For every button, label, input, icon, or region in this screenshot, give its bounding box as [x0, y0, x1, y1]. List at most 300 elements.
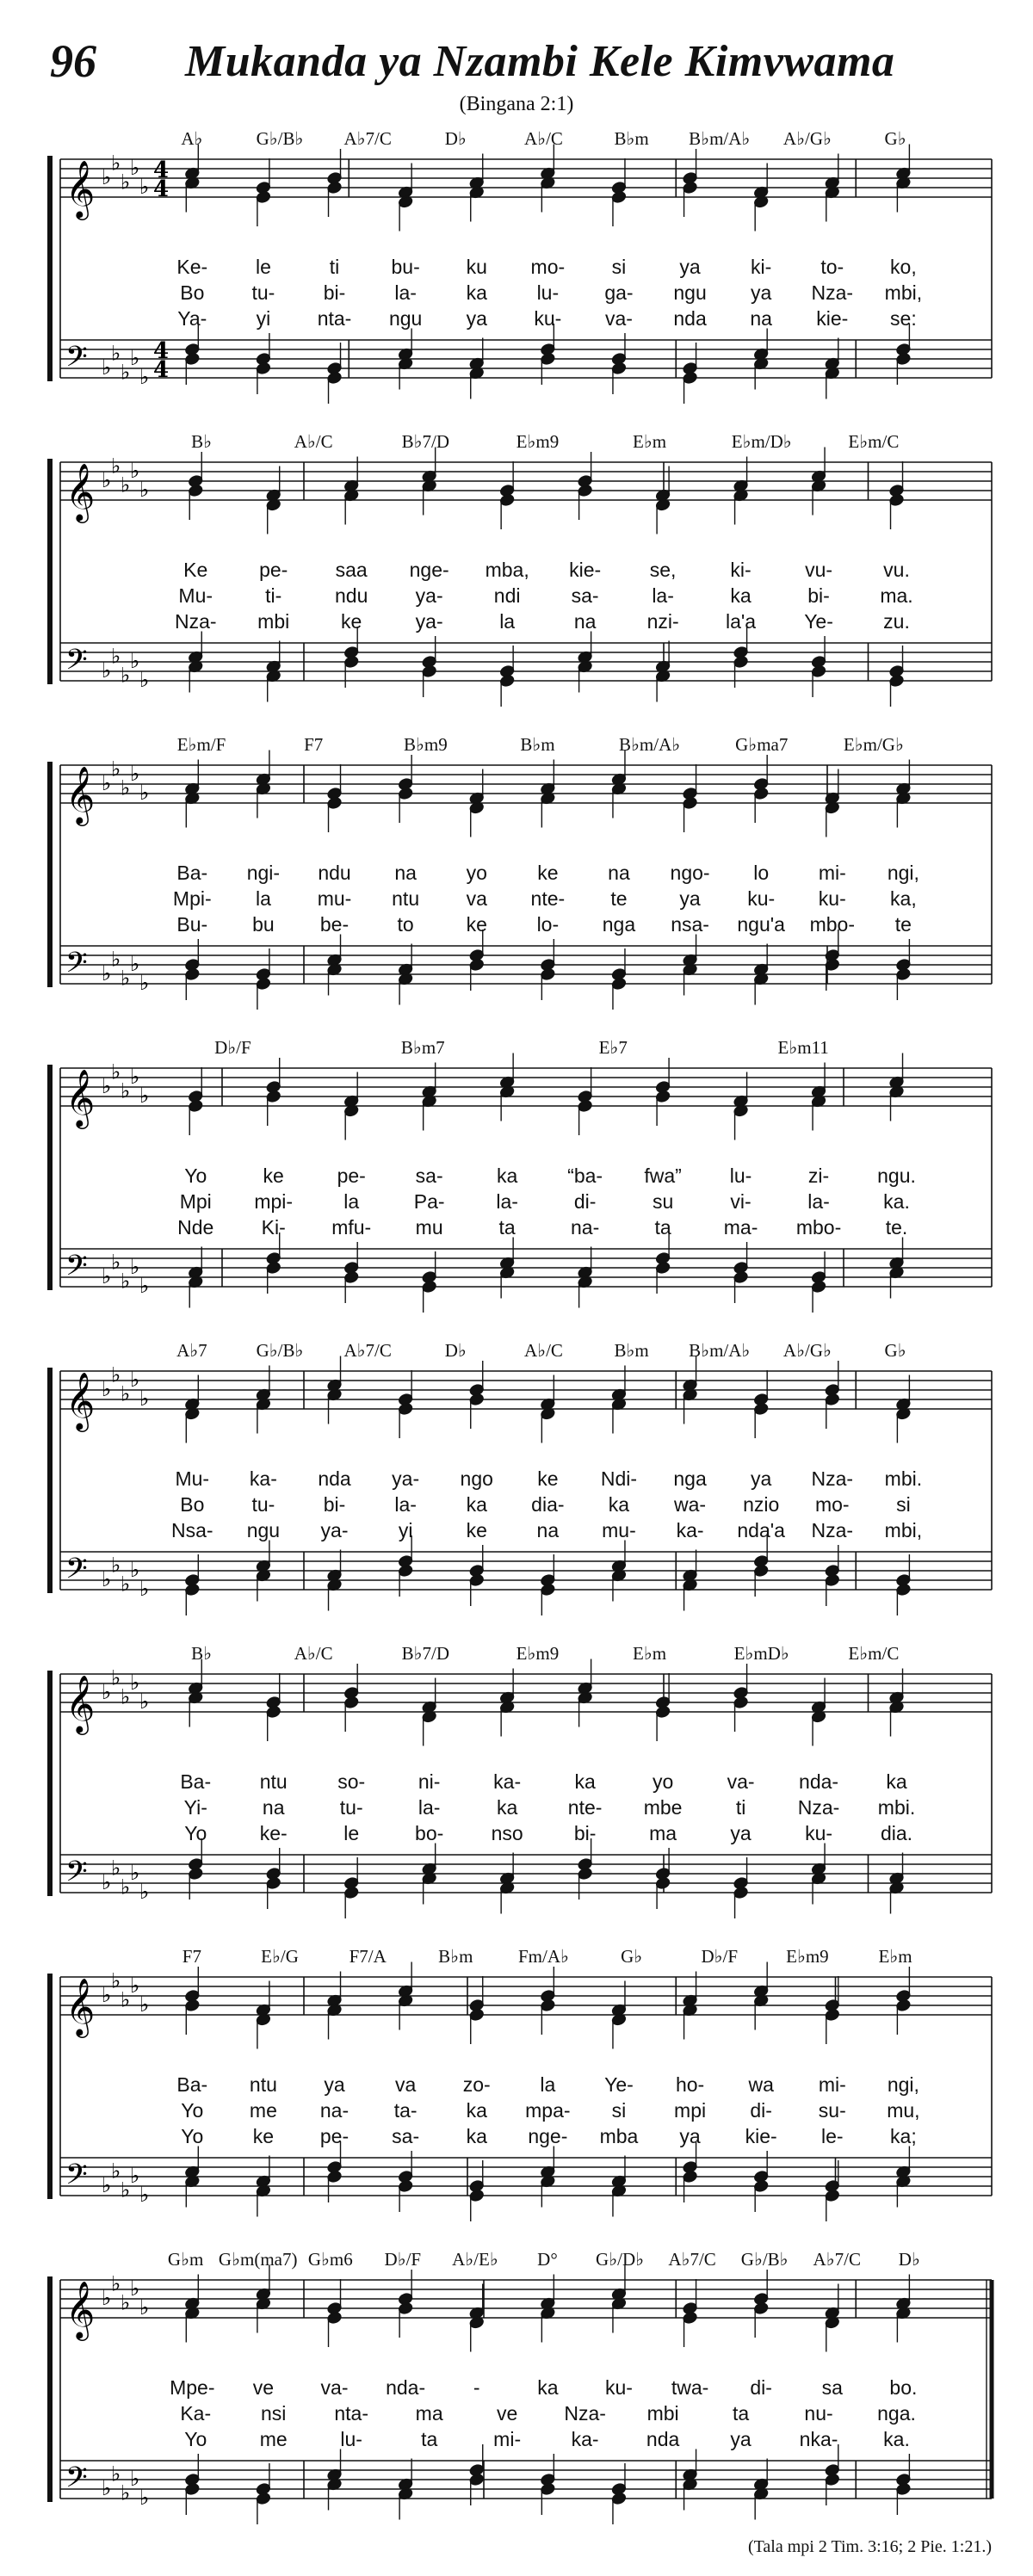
note-head [499, 493, 515, 506]
lyric-verse-2: nsi [261, 2402, 287, 2425]
lyric-verse-1: sa [821, 2376, 843, 2399]
chord-symbol: G♭m [167, 2249, 204, 2270]
lyric-verse-3: va- [604, 307, 633, 330]
lyric-verse-2: su- [818, 2099, 846, 2122]
chord-symbol: G♭ [621, 1946, 643, 1967]
chord-symbol: E♭mD♭ [733, 1643, 789, 1664]
note-column-group [188, 1659, 907, 1919]
chord-symbol: E♭m [633, 1643, 667, 1664]
bass-staff [60, 340, 992, 378]
lyric-verse-2: mu- [317, 887, 352, 910]
flat-icon: ♭ [121, 2178, 131, 2202]
lyric-verse-1: zo- [462, 2073, 491, 2096]
lyric-verse-2: ka [466, 1493, 487, 1516]
lyric-verse-2: lu- [536, 281, 560, 304]
chord-symbol: E♭m/D♭ [731, 431, 792, 452]
note-head [540, 352, 555, 365]
lyric-verse-2: ta [732, 2402, 750, 2425]
lyric-verse-3: nso [491, 1822, 523, 1844]
lyric-verse-2: Bo [180, 1493, 205, 1516]
flat-icon: ♭ [121, 1572, 131, 1597]
chord-symbol: B♭m7 [400, 1037, 445, 1058]
bass-clef-icon: 𝄢 [65, 947, 88, 986]
flat-icon: ♭ [139, 1880, 150, 1904]
note-head [422, 664, 437, 677]
lyric-verse-1: nge- [409, 559, 449, 581]
lyric-verse-3: na- [570, 1216, 600, 1239]
lyric-verse-3: ngu'a [737, 913, 785, 936]
lyric-verse-3: ya [466, 307, 487, 330]
lyric-verse-3: ke [466, 913, 487, 936]
flat-icon: ♭ [102, 1264, 112, 1288]
flat-icon: ♭ [121, 1684, 131, 1709]
lyric-verse-2: la [255, 887, 271, 910]
lyric-verse-1: twa- [671, 2376, 709, 2399]
lyric-verse-1: va [394, 2073, 417, 2096]
chord-symbol: E♭m/C [848, 431, 900, 452]
lyric-verse-1: ngi, [887, 2073, 919, 2096]
lyric-verse-2: na- [319, 2099, 349, 2122]
flat-icon: ♭ [111, 1553, 121, 1578]
note-head [184, 967, 200, 980]
flat-icon: ♭ [111, 1968, 121, 1993]
note-head [540, 1998, 555, 2011]
flat-icon: ♭ [111, 947, 121, 972]
note-head [825, 2473, 840, 2486]
bass-staff [60, 2461, 992, 2499]
lyric-verse-2: ta- [393, 2099, 418, 2122]
lyric-verse-1: ngo- [670, 862, 710, 884]
lyric-verse-3: ka- [571, 2428, 599, 2450]
lyric-verse-1: ko, [890, 256, 917, 278]
lyric-verse-3: nta- [317, 307, 352, 330]
lyric-verse-3: dia. [880, 1822, 913, 1844]
lyric-verse-1: Ba- [176, 862, 208, 884]
lyric-verse-1: nda [318, 1467, 351, 1490]
chord-symbol: A♭/C [523, 1340, 563, 1361]
note-head [895, 1998, 911, 2011]
lyric-verse-2: mbi [646, 2402, 679, 2425]
note-head [184, 1998, 200, 2011]
lyric-verse-2: ku- [747, 887, 776, 910]
lyric-verse-3: to [397, 913, 414, 936]
lyric-verse-2: mpa- [525, 2099, 571, 2122]
bass-clef-icon: 𝄢 [65, 341, 88, 380]
lyric-verse-2: bi- [323, 1493, 346, 1516]
lyric-verse-3: te [894, 913, 912, 936]
flat-icon: ♭ [121, 1269, 131, 1294]
lyric-verse-3: mbo- [809, 913, 855, 936]
bass-staff [60, 1552, 992, 1590]
lyric-verse-1: vu- [805, 559, 833, 581]
lyric-verse-3: ngu [246, 1519, 281, 1541]
note-head [469, 2008, 485, 2021]
lyric-verse-2: Yi- [183, 1796, 207, 1819]
lyric-verse-1: yo [652, 1770, 674, 1793]
lyric-verse-2: di- [750, 2099, 772, 2122]
lyric-verse-3: ta [654, 1216, 671, 1239]
lyric-verse-2: ka [730, 584, 752, 607]
lyric-verse-3: mba [599, 2125, 639, 2147]
flat-icon: ♭ [121, 170, 131, 195]
flat-icon: ♭ [102, 2286, 112, 2310]
lyric-verse-1: saa [335, 559, 368, 581]
lyric-verse-3: ka; [890, 2125, 917, 2147]
lyric-verse-2: nzio [743, 1493, 780, 1516]
note-head [578, 484, 593, 497]
bass-staff [60, 2158, 992, 2196]
lyric-verse-2: mpi [674, 2099, 707, 2122]
lyric-verse-1: to- [820, 256, 844, 278]
chord-symbol: B♭ [191, 431, 213, 452]
lyric-verse-3: ka. [883, 2428, 910, 2450]
flat-icon: ♭ [102, 355, 112, 380]
flat-icon: ♭ [121, 1381, 131, 1406]
time-signature: 4 [153, 158, 170, 183]
note-head [655, 1261, 671, 1274]
note-head [825, 1573, 840, 1586]
lyric-verse-1: ke [263, 1164, 284, 1187]
flat-icon: ♭ [130, 649, 140, 673]
lyric-verse-2: sa- [571, 584, 599, 607]
lyric-verse-2: si [611, 2099, 627, 2122]
note-head [578, 1867, 593, 1880]
note-head [895, 967, 911, 980]
chord-symbol: E♭m9 [516, 431, 560, 452]
note-head [256, 2492, 271, 2505]
lyric-verse-2: ka [466, 281, 487, 304]
lyric-verse-3: le- [821, 2125, 844, 2147]
lyric-verse-3: Bu- [176, 913, 208, 936]
note-head [398, 2179, 413, 2192]
note-head [327, 181, 343, 194]
lyric-verse-3: Yo [184, 1822, 207, 1844]
lyric-verse-1: fwa” [644, 1164, 682, 1187]
chord-symbol: E♭m9 [786, 1946, 829, 1967]
chord-symbol: F7/A [349, 1946, 387, 1967]
note-head [611, 190, 627, 203]
lyric-verse-1: yo [466, 862, 487, 884]
chord-symbol: G♭m(ma7) [218, 2249, 298, 2270]
lyric-verse-1: ke [537, 1467, 559, 1490]
flat-icon: ♭ [130, 156, 140, 180]
flat-icon: ♭ [102, 1377, 112, 1401]
flat-icon: ♭ [111, 2462, 121, 2486]
lyric-verse-2: ya [679, 887, 701, 910]
flat-icon: ♭ [121, 473, 131, 497]
chord-symbol: Fm/A♭ [517, 1946, 569, 1967]
lyric-verse-1: Ke [183, 559, 208, 581]
lyric-verse-2: ma [415, 2402, 443, 2425]
lyric-verse-3: na [536, 1519, 560, 1541]
note-head [343, 655, 359, 668]
lyric-verse-1: - [473, 2376, 480, 2399]
lyric-verse-1: ndu [318, 862, 351, 884]
lyric-verse-2: mbi, [884, 281, 923, 304]
note-head [343, 1270, 359, 1283]
note-head [655, 1090, 671, 1103]
lyric-verse-2: la- [394, 1493, 417, 1516]
treble-staff [60, 159, 992, 197]
note-head [683, 2311, 698, 2324]
lyric-verse-1: bo. [889, 2376, 918, 2399]
note-head [540, 2482, 555, 2495]
note-column-group [188, 448, 904, 707]
lyric-verse-1: ku [466, 256, 487, 278]
chord-symbol: B♭m [614, 128, 649, 149]
lyric-verse-3: Nde [177, 1216, 214, 1239]
note-head [811, 1280, 826, 1293]
lyric-verse-3: yi [398, 1519, 413, 1541]
note-head [469, 1393, 485, 1405]
lyric-verse-2: ti [735, 1796, 746, 1819]
lyric-verse-3: be- [319, 913, 349, 936]
lyric-verse-2: ya- [415, 584, 443, 607]
note-head [398, 1402, 413, 1415]
lyric-verse-2: nte- [567, 1796, 603, 1819]
lyric-verse-1: nda- [799, 1770, 839, 1793]
flat-icon: ♭ [111, 1250, 121, 1275]
flat-icon: ♭ [102, 771, 112, 795]
lyric-verse-1: Nza- [811, 1467, 854, 1490]
lyric-verse-3: Nsa- [171, 1519, 213, 1541]
lyric-verse-3: ke [341, 610, 362, 633]
flat-icon: ♭ [111, 1059, 121, 1084]
flat-icon: ♭ [139, 365, 150, 389]
treble-clef-icon: 𝄞 [65, 1977, 96, 2035]
lyric-verse-3: ke [252, 2125, 275, 2147]
music-system [0, 731, 1033, 1023]
lyric-verse-1: se, [649, 559, 677, 581]
note-head [266, 1090, 281, 1103]
treble-clef-icon: 𝄞 [65, 1371, 96, 1430]
lyric-verse-3: zu. [883, 610, 910, 633]
scripture-reference: (Bingana 2:1) [459, 93, 574, 115]
lyric-verse-2: ga- [604, 281, 634, 304]
chord-symbol: D♭/F [701, 1946, 739, 1967]
flat-icon: ♭ [121, 775, 131, 800]
lyric-verse-3: le [343, 1822, 360, 1844]
note-head [469, 2473, 485, 2486]
lyric-verse-1: Yo [184, 1164, 207, 1187]
flat-icon: ♭ [139, 781, 150, 805]
note-head [188, 1867, 203, 1880]
chord-symbol: A♭7/C [343, 1340, 392, 1361]
note-head [266, 1705, 281, 1718]
note-head [733, 655, 749, 668]
lyric-verse-3: pe- [319, 2125, 349, 2147]
lyric-verse-2: ma. [880, 584, 913, 607]
lyric-verse-2: bi- [323, 281, 346, 304]
lyric-verse-2: la- [394, 281, 417, 304]
lyric-verse-3: lo- [536, 913, 560, 936]
flat-icon: ♭ [139, 2486, 150, 2510]
lyric-verse-3: ya- [415, 610, 443, 633]
lyric-verse-3: mu [415, 1216, 443, 1239]
lyric-verse-2: ka, [890, 887, 917, 910]
note-head [327, 371, 343, 384]
note-head [753, 2301, 769, 2314]
lyric-verse-2: Nza- [797, 1796, 840, 1819]
lyric-verse-2: Yo [181, 2099, 204, 2122]
note-head [683, 796, 698, 809]
note-head [811, 664, 826, 677]
note-head [825, 1393, 840, 1405]
chord-symbol: B♭m [520, 734, 555, 755]
note-head [469, 2189, 485, 2202]
flat-icon: ♭ [111, 151, 121, 176]
lyric-verse-1: ki- [751, 256, 772, 278]
lyric-verse-1: Mpe- [170, 2376, 215, 2399]
lyric-verse-2: Bo [180, 281, 205, 304]
note-head [398, 1564, 413, 1577]
lyric-verse-2: wa- [674, 1493, 707, 1516]
flat-icon: ♭ [139, 175, 150, 199]
lyric-verse-2: me [249, 2099, 277, 2122]
lyric-verse-3: mbi, [884, 1519, 923, 1541]
chord-symbol: A♭/C [523, 128, 563, 149]
flat-icon: ♭ [130, 1861, 140, 1885]
note-head [184, 1583, 200, 1596]
lyric-verse-1: ya- [392, 1467, 420, 1490]
lyric-verse-2: va [466, 887, 487, 910]
flat-icon: ♭ [139, 2295, 150, 2320]
flat-icon: ♭ [121, 2290, 131, 2315]
note-head [184, 352, 200, 365]
lyric-verse-1: ya [679, 256, 701, 278]
footnote-references: (Tala mpi 2 Tim. 3:16; 2 Pie. 1:21.) [747, 2537, 992, 2556]
lyric-verse-1: ki- [730, 559, 752, 581]
lyric-verse-3: nka- [799, 2428, 838, 2450]
lyric-verse-3: Nza- [811, 1519, 854, 1541]
chord-symbol: D♭ [444, 128, 467, 149]
lyric-verse-3: na [750, 307, 772, 330]
lyric-verse-3: la'a [726, 610, 757, 633]
flat-icon: ♭ [130, 2276, 140, 2301]
chord-symbol: B♭m [614, 1340, 649, 1361]
note-head [184, 2482, 200, 2495]
note-head [343, 1886, 359, 1899]
flat-icon: ♭ [139, 668, 150, 692]
note-head [683, 2170, 698, 2183]
treble-clef-icon: 𝄞 [65, 159, 96, 218]
flat-icon: ♭ [130, 1065, 140, 1089]
note-head [683, 181, 698, 194]
note-head [611, 2492, 627, 2505]
staff-drawing [0, 1943, 1033, 2246]
flat-icon: ♭ [102, 658, 112, 683]
flat-icon: ♭ [111, 1856, 121, 1881]
note-head [469, 958, 485, 971]
bass-clef-icon: 𝄢 [65, 1250, 88, 1289]
flat-icon: ♭ [130, 459, 140, 483]
flat-icon: ♭ [139, 2183, 150, 2207]
lyric-verse-3: ka- [676, 1519, 704, 1541]
music-system [0, 1337, 1033, 1629]
flat-icon: ♭ [139, 971, 150, 995]
lyric-verse-2: vi- [730, 1190, 752, 1213]
lyric-verse-2: dia- [531, 1493, 565, 1516]
bass-clef-icon: 𝄢 [65, 644, 88, 683]
music-system [0, 1034, 1033, 1326]
lyric-verse-3: ke [466, 1519, 487, 1541]
note-head [733, 1886, 749, 1899]
note-head [256, 190, 271, 203]
flat-icon: ♭ [139, 1084, 150, 1108]
music-system [0, 1640, 1033, 1932]
note-head [753, 1564, 769, 1577]
lyric-verse-2: Mpi- [172, 887, 212, 910]
lyric-verse-2: ngu [673, 281, 707, 304]
lyric-verse-2: Ka- [180, 2402, 212, 2425]
chord-symbol: A♭7/C [668, 2249, 716, 2270]
note-head [469, 1573, 485, 1586]
lyric-verse-2: si [896, 1493, 911, 1516]
flat-icon: ♭ [121, 663, 131, 688]
lyric-verse-2: la- [807, 1190, 830, 1213]
chord-symbol: A♭/E♭ [452, 2249, 498, 2270]
chord-symbol: G♭/B♭ [256, 1340, 304, 1361]
chord-symbol: B♭7/D [401, 1643, 450, 1664]
chord-symbol: D♭ [898, 2249, 920, 2270]
lyric-verse-3: ta [498, 1216, 516, 1239]
lyric-verse-1: le [255, 256, 271, 278]
lyric-verse-3: ya [730, 1822, 752, 1844]
lyric-verse-2: ka [496, 1796, 518, 1819]
flat-icon: ♭ [121, 1875, 131, 1900]
chord-symbol: A♭/C [294, 431, 333, 452]
lyric-verse-1: “ba- [567, 1164, 603, 1187]
bass-clef-icon: 𝄢 [65, 2159, 88, 2198]
treble-staff [60, 1977, 992, 2015]
chord-symbol: E♭/G [261, 1946, 299, 1967]
bass-clef-icon: 𝄢 [65, 1856, 88, 1895]
lyric-verse-3: ngu [388, 307, 423, 330]
lyric-verse-3: nzi- [646, 610, 679, 633]
lyric-verse-1: na [394, 862, 417, 884]
flat-icon: ♭ [111, 644, 121, 669]
lyric-verse-1: nda- [386, 2376, 426, 2399]
lyric-verse-3: bu [252, 913, 275, 936]
treble-clef-icon: 𝄞 [65, 2280, 96, 2338]
lyric-verse-3: se: [890, 307, 917, 330]
lyric-verse-1: so- [337, 1770, 366, 1793]
lyric-verse-2: nu- [804, 2402, 833, 2425]
flat-icon: ♭ [121, 1987, 131, 2012]
bass-staff [60, 946, 992, 984]
note-head [895, 2482, 911, 2495]
lyric-verse-1: mi- [818, 862, 846, 884]
lyric-verse-3: Ye- [804, 610, 833, 633]
lyric-verse-1: lo [753, 862, 770, 884]
flat-icon: ♭ [130, 1558, 140, 1582]
chord-symbol: A♭ [181, 128, 203, 149]
chord-symbol: G♭/B♭ [740, 2249, 789, 2270]
song-header [0, 0, 1033, 120]
music-system [0, 2246, 1033, 2538]
note-head [266, 1876, 281, 1889]
note-head [266, 1261, 281, 1274]
lyric-verse-2: bi- [807, 584, 830, 607]
staff-drawing [0, 1337, 1033, 1640]
chord-symbol: B♭m [438, 1946, 473, 1967]
chord-symbol: B♭m/A♭ [619, 734, 681, 755]
flat-icon: ♭ [130, 346, 140, 370]
flat-icon: ♭ [102, 1983, 112, 2007]
lyric-verse-1: kie- [569, 559, 602, 581]
lyric-verse-1: ve [252, 2376, 275, 2399]
lyric-verse-2: ve [496, 2402, 518, 2425]
